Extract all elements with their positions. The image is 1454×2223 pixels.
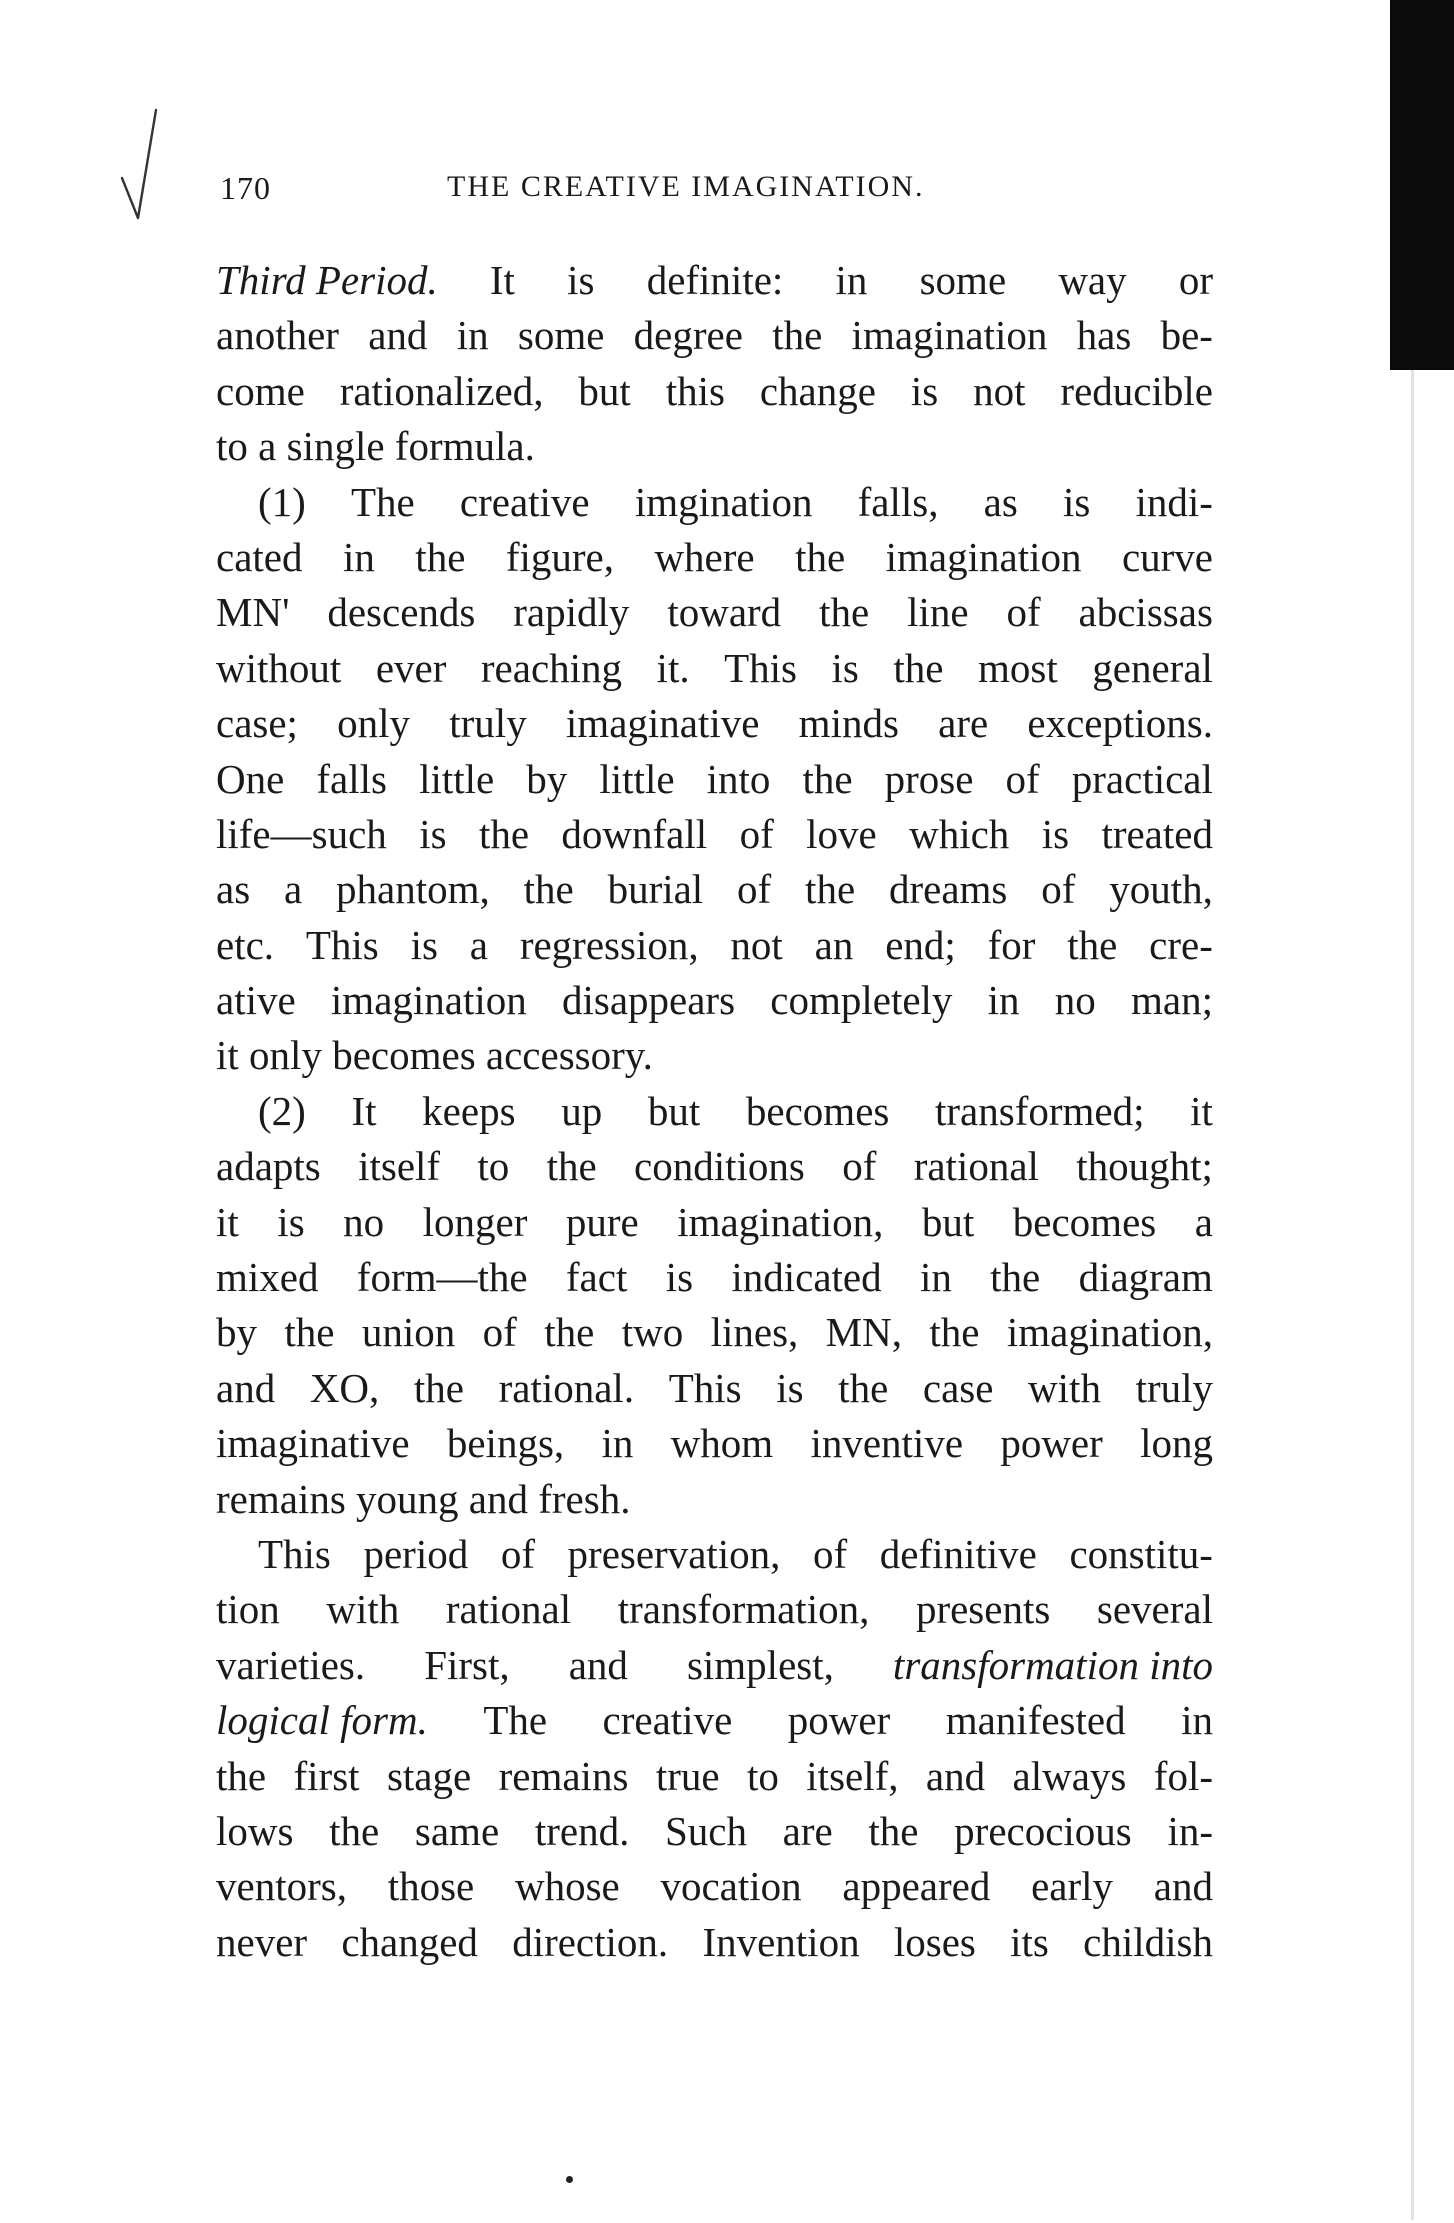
word: several [1096,1586,1213,1633]
word: The [483,1697,548,1744]
word: changed [341,1918,478,1965]
word: itself [358,1143,441,1190]
word: of [1005,755,1040,802]
word: only [249,1032,322,1079]
text-line [216,696,1213,751]
word: MN, [825,1309,902,1356]
word: imaginative [565,700,760,747]
word: with [326,1586,400,1633]
word: is [277,1198,305,1245]
word: little [599,755,675,802]
word: two [621,1309,684,1356]
word: into [706,755,771,802]
word: it [216,1198,239,1245]
word: without [216,644,342,691]
word: but [578,367,631,414]
word: to [746,1752,779,1799]
word: curve [1121,533,1213,580]
word: change [759,367,876,414]
word: becomes [745,1087,890,1134]
word: has [1076,312,1132,359]
word: not [973,367,1026,414]
word: First, [424,1641,510,1688]
scan-edge-line [1411,370,1414,2220]
page-number: 170 [220,170,271,206]
word: to [477,1143,510,1190]
word: degree [633,312,743,359]
word: manifested [945,1697,1126,1744]
word: constitu- [1069,1530,1213,1577]
word: always [1012,1752,1127,1799]
word: downfall [561,810,708,857]
word: the [546,1143,597,1190]
word: lows [216,1807,294,1854]
word: imaginative [216,1420,410,1467]
word: general [1092,644,1213,691]
text-line [216,475,1213,530]
word: is [1062,478,1091,525]
word: as [216,866,251,913]
word: presents [915,1586,1051,1633]
word: simplest, [686,1641,834,1688]
word: is [831,644,859,691]
word: becomes [1012,1198,1157,1245]
word: falls, [857,478,939,525]
word: way [1058,257,1127,303]
text-line [216,1749,1213,1804]
word: another [216,312,339,359]
word: transformation into [892,1641,1213,1688]
text-line [216,1582,1213,1637]
word: fol- [1153,1752,1213,1799]
word: imagination [330,977,527,1024]
word: the [478,810,530,857]
text-line [216,308,1213,363]
word: not [730,921,783,968]
word: imgination [634,478,813,525]
word: It [351,1087,377,1134]
word: and [568,1641,628,1688]
word: is [665,1254,694,1301]
word: disappears [561,977,736,1024]
text-line [216,1084,1213,1139]
word: of [1041,866,1076,913]
word: the [893,644,944,691]
word: This [305,921,379,968]
word: the [772,312,823,359]
word: or [1178,257,1213,303]
word: Third Period. [216,257,438,303]
word: XO, [309,1364,380,1411]
word: this [665,367,725,414]
word: the [1067,921,1118,968]
word: the [795,533,846,580]
word: end; [885,921,956,968]
word: rational. [498,1364,635,1411]
word: childish [1083,1918,1213,1965]
word: inventive [810,1420,964,1467]
word: imagination [851,312,1048,359]
word: is [419,810,447,857]
word: rationalized, [339,367,544,414]
word: the [216,1752,267,1799]
word: transformation, [617,1586,870,1633]
word: thought; [1076,1143,1213,1190]
word: reducible [1060,367,1213,414]
word: the [838,1364,889,1411]
text-line [216,1804,1213,1859]
text-line [216,1139,1213,1194]
text-line [216,1361,1213,1416]
word: no [1054,977,1096,1024]
word: of [500,1530,535,1577]
word: in [601,1420,634,1467]
word: itself, [806,1752,899,1799]
word: practical [1071,755,1213,802]
word: definite: [646,257,784,303]
text-line [216,807,1213,862]
word: union [361,1309,456,1356]
word: toward [667,589,782,636]
word: varieties. [216,1641,366,1688]
word: phantom, [336,866,490,913]
word: creative [602,1697,733,1744]
text-line [216,862,1213,917]
word: preservation, [567,1530,781,1577]
word: the [805,866,856,913]
word: This [258,1530,331,1577]
word: imagination [885,533,1082,580]
word: burial [607,866,704,913]
word: it. [656,644,690,691]
word: by [526,755,568,802]
word: rapidly [513,589,630,636]
word: the [929,1309,980,1356]
word: most [978,644,1058,691]
word: This [724,644,798,691]
word: some [517,312,605,359]
word: whom [670,1420,774,1467]
word: early [1031,1863,1114,1910]
word: keeps [422,1087,516,1134]
word: youth, [1109,866,1213,913]
word: transformed; [935,1087,1145,1134]
text-line [216,364,1213,419]
word: young [356,1475,459,1522]
word: lines, [710,1309,799,1356]
word: line [907,589,969,636]
word: those [387,1863,475,1910]
word: are [782,1807,833,1854]
word: and [468,1475,528,1522]
word: completely [770,977,953,1024]
word: regression, [519,921,699,968]
word: diagram [1078,1254,1213,1301]
word: its [1010,1918,1049,1965]
text-line [216,1305,1213,1360]
word: formula. [394,423,535,470]
word: appeared [842,1863,991,1910]
word: truly [1135,1364,1213,1411]
word: and [216,1364,276,1411]
word: the [819,589,870,636]
word: power [787,1697,891,1744]
word: same [414,1807,500,1854]
text-line [216,1915,1213,1970]
word: the [284,1309,335,1356]
text-line [216,1693,1213,1748]
word: of [482,1309,517,1356]
text-line [216,752,1213,807]
word: remains [498,1752,629,1799]
text-line [216,1638,1213,1693]
word: definitive [879,1530,1037,1577]
scan-edge-bar [1390,0,1454,370]
word: by [216,1309,257,1356]
word: form—the [356,1254,528,1301]
word: a [1194,1198,1213,1245]
check-mark-annotation [118,100,198,220]
word: of [739,810,774,857]
running-title: THE CREATIVE IMAGINATION. [447,170,925,203]
text-line [216,1416,1213,1471]
word: the [868,1807,919,1854]
word: fact [565,1254,628,1301]
word: One [216,755,285,802]
word: in [456,312,489,359]
word: in [342,533,375,580]
word: the [523,866,574,913]
word: a [258,423,277,470]
word: loses [893,1918,976,1965]
text-line [216,1527,1213,1582]
word: logical form. [216,1697,428,1744]
word: creative [459,478,590,525]
word: stage [386,1752,472,1799]
word: is [567,257,595,303]
word: indi- [1135,478,1213,525]
word: figure, [505,533,614,580]
word: with [1028,1364,1101,1411]
word: Invention [702,1918,860,1965]
word: of [813,1530,848,1577]
text-line [216,585,1213,640]
word: in [1181,1697,1213,1744]
word: the [990,1254,1041,1301]
word: be- [1160,312,1213,359]
word: only [337,700,411,747]
word: life—such [216,810,387,857]
word: minds [798,700,899,747]
word: whose [514,1863,620,1910]
word: is [1041,810,1070,857]
word: pure [565,1198,639,1245]
word: treated [1101,810,1213,857]
word: the [413,1364,464,1411]
word: The [350,478,415,525]
word: exceptions. [1027,700,1213,747]
text-line [216,1472,1213,1527]
word: in [987,977,1020,1024]
word: indicated [731,1254,882,1301]
text-line [216,253,1213,308]
text-line [216,1028,1213,1083]
word: in [835,257,868,303]
word: in [919,1254,952,1301]
word: long [1140,1420,1213,1467]
word: conditions [634,1143,805,1190]
word: longer [422,1198,528,1245]
word: up [561,1087,603,1134]
text-line [216,530,1213,585]
word: come [216,367,305,414]
text-line [216,1859,1213,1914]
word: never [216,1918,308,1965]
word: falls [316,755,387,802]
word: love [806,810,877,857]
word: single [286,423,385,470]
word: vocation [660,1863,802,1910]
word: of [842,1143,877,1190]
word: mixed [216,1254,319,1301]
word: ventors, [216,1863,347,1910]
word: period [363,1530,469,1577]
word: cre- [1149,921,1213,968]
word: adapts [216,1143,321,1190]
word: the [415,533,466,580]
word: remains [216,1475,346,1522]
word: in- [1167,1807,1213,1854]
word: descends [327,589,476,636]
text-line [216,419,1213,474]
text-line [216,1250,1213,1305]
text-line [216,973,1213,1028]
word: an [814,921,854,968]
word: ative [216,977,296,1024]
word: imagination, [677,1198,884,1245]
text-line [216,1195,1213,1250]
word: truly [449,700,527,747]
word: accessory. [485,1032,653,1079]
word: no [343,1198,385,1245]
word: tion [216,1586,280,1633]
word: little [419,755,495,802]
word: Such [665,1807,747,1854]
word: case [922,1364,994,1411]
word: is [776,1364,804,1411]
word: and [1153,1863,1213,1910]
word: it [1190,1087,1213,1134]
word: rational [913,1143,1039,1190]
word: true [655,1752,720,1799]
word: etc. [216,921,275,968]
text-line [216,641,1213,696]
word: are [938,700,989,747]
word: trend. [534,1807,630,1854]
word: the [544,1309,595,1356]
word: dreams [888,866,1008,913]
word: of [737,866,772,913]
word: as [983,478,1018,525]
word: MN' [216,589,290,636]
word: (1) [258,478,306,525]
word: and [368,312,428,359]
body-text [216,253,1213,1970]
word: ever [375,644,447,691]
word: to [216,423,248,470]
word: is [910,367,939,414]
word: abcissas [1078,589,1213,636]
text-line [216,918,1213,973]
word: prose [884,755,974,802]
word: case; [216,700,298,747]
word: it [216,1032,239,1079]
word: direction. [512,1918,669,1965]
word: (2) [258,1087,306,1134]
word: where [654,533,755,580]
word: This [668,1364,742,1411]
word: man; [1131,977,1213,1024]
word: but [921,1198,975,1245]
word: precocious [954,1807,1132,1854]
word: is [410,921,438,968]
word: a [469,921,488,968]
word: the [802,755,853,802]
word: becomes [332,1032,476,1079]
word: a [284,866,303,913]
word: for [987,921,1036,968]
word: some [919,257,1007,303]
word: It [489,257,515,303]
word: cated [216,533,303,580]
ink-dot [566,2176,573,2183]
word: the [329,1807,380,1854]
word: and [925,1752,986,1799]
word: imagination, [1006,1309,1213,1356]
word: reaching [480,644,623,691]
word: but [647,1087,701,1134]
word: rational [445,1586,572,1633]
word: of [1006,589,1041,636]
word: which [909,810,1010,857]
word: fresh. [538,1475,631,1522]
word: beings, [446,1420,565,1467]
word: power [1000,1420,1103,1467]
word: first [293,1752,360,1799]
